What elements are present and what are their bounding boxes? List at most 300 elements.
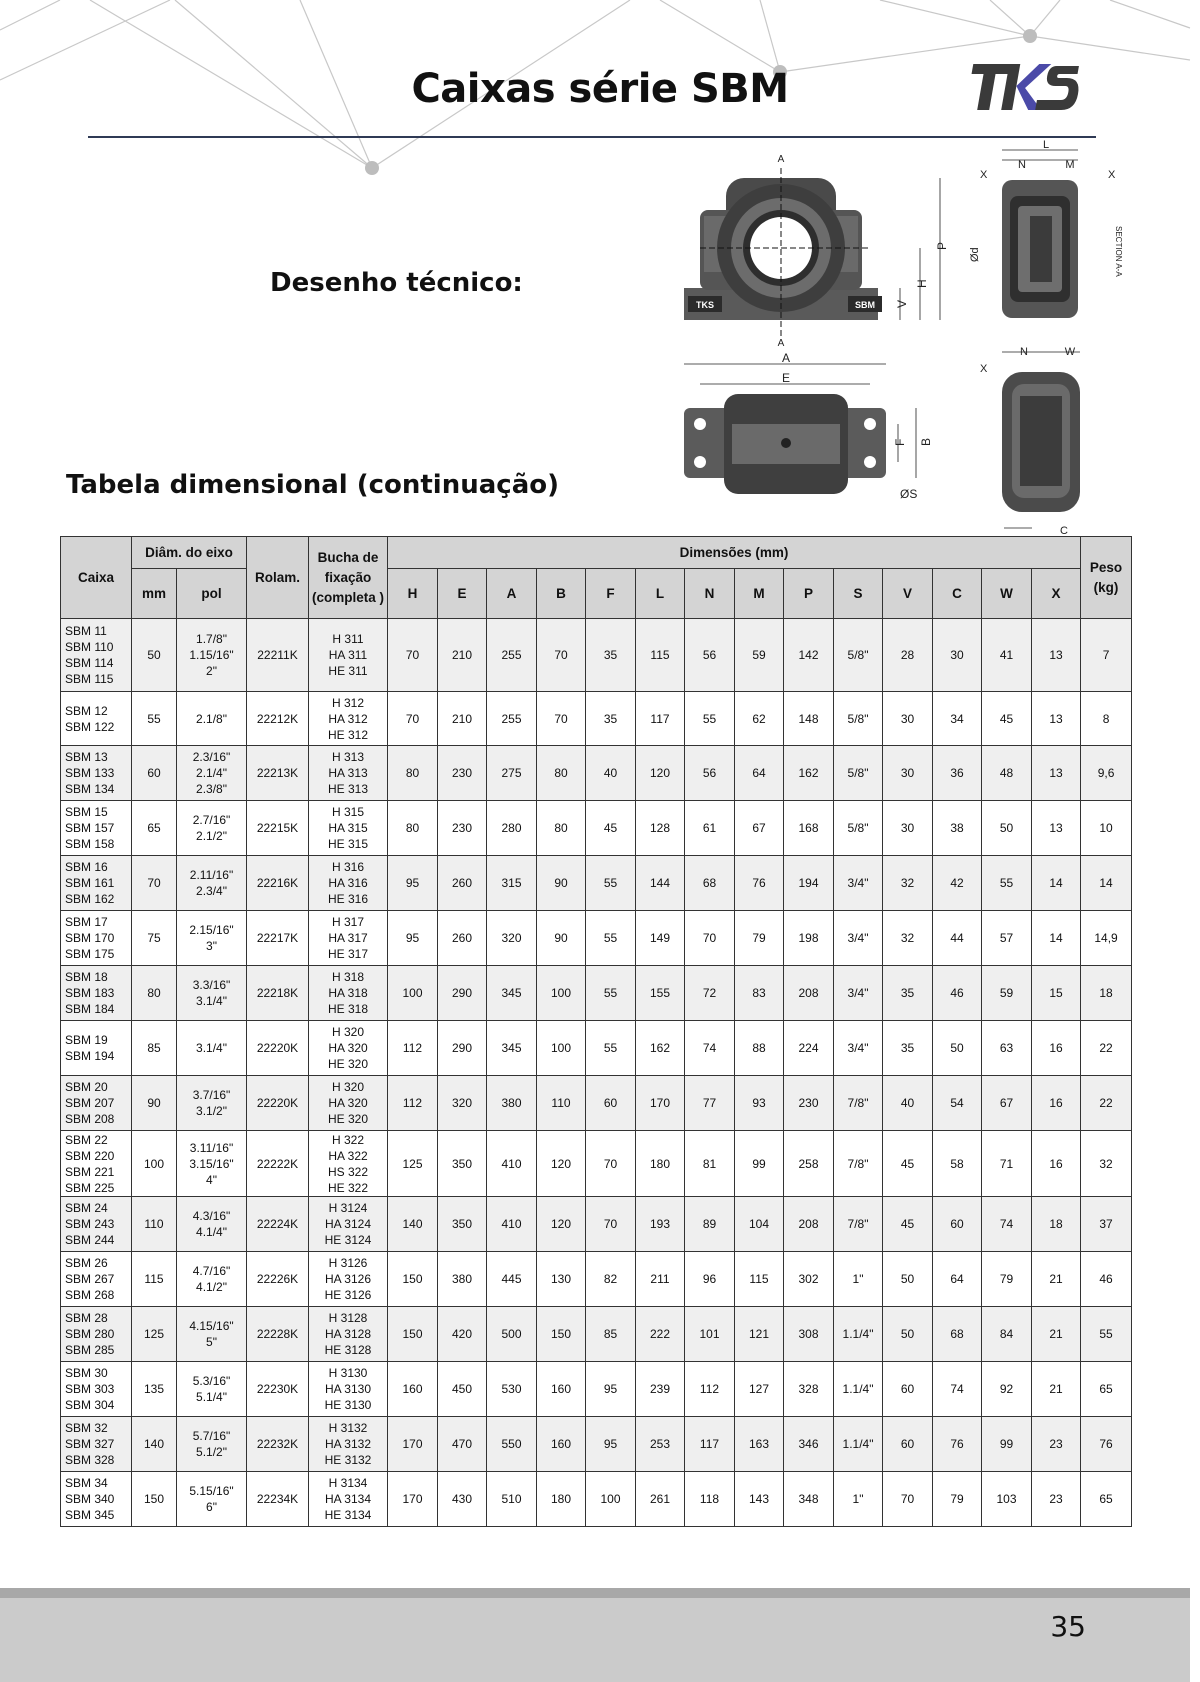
cell-dim-c: 58 (933, 1131, 982, 1197)
cell-dim-b: 100 (537, 966, 586, 1021)
cell-pol-line: 2.1/4" (196, 766, 227, 780)
cell-bucha-line: HA 311 (328, 648, 368, 662)
header-bucha: Bucha de fixação (completa ) (309, 537, 388, 619)
cell-dim-l: 115 (636, 619, 685, 692)
table-row (61, 692, 1132, 746)
cell-dim-n: 56 (685, 746, 735, 801)
cell-dim-s: 3/4" (834, 1021, 883, 1076)
cell-peso: 76 (1081, 1417, 1132, 1472)
cell-mm: 50 (132, 619, 177, 692)
cell-peso: 9,6 (1081, 746, 1132, 801)
cell-bucha-line: HA 312 (328, 711, 368, 726)
cell-peso: 7 (1081, 619, 1132, 692)
cell-caixa-line: SBM 26 (65, 1256, 108, 1270)
cell-dim-v: 32 (883, 856, 933, 911)
cell-dim-s: 1.1/4" (834, 1417, 883, 1472)
cell-pol (177, 801, 247, 856)
cell-dim-f: 45 (586, 801, 636, 856)
cell-dim-l: 162 (636, 1021, 685, 1076)
cell-pol-line: 2.1/2" (196, 829, 227, 843)
sbm-mark: SBM (855, 300, 875, 310)
cell-bucha-line: H 322 (331, 1132, 365, 1147)
cell-dim-l: 170 (636, 1076, 685, 1131)
cell-dim-c: 74 (933, 1362, 982, 1417)
cell-bucha (309, 1362, 388, 1417)
cell-dim-e: 290 (438, 966, 487, 1021)
cell-dim-s: 1.1/4" (834, 1362, 883, 1417)
cell-caixa (61, 1472, 132, 1527)
cell-dim-e: 230 (438, 746, 487, 801)
cell-mm: 70 (132, 856, 177, 911)
cell-pol-line: 4.1/4" (196, 1225, 227, 1239)
cell-bucha-line: HA 317 (328, 931, 368, 945)
cell-dim-m: 64 (735, 746, 784, 801)
cell-bucha (309, 746, 388, 801)
cell-dim-a: 445 (487, 1252, 537, 1307)
cell-dim-w: 71 (982, 1131, 1032, 1197)
cell-dim-e: 210 (438, 619, 487, 692)
cell-dim-f: 82 (586, 1252, 636, 1307)
table-row (61, 1362, 1132, 1417)
cell-dim-c: 79 (933, 1472, 982, 1527)
header-diam-group: Diâm. do eixo (132, 537, 247, 569)
cell-caixa (61, 1362, 132, 1417)
cell-pol-line: 3" (206, 939, 217, 953)
cell-dim-m: 88 (735, 1021, 784, 1076)
label-e: E (781, 371, 791, 385)
cell-bucha-line: HA 3126 (324, 1272, 372, 1286)
cell-rolam: 22215K (247, 801, 309, 856)
cell-pol (177, 911, 247, 966)
cell-dim-l: 120 (636, 746, 685, 801)
cell-dim-w: 55 (982, 856, 1032, 911)
cell-peso: 10 (1081, 801, 1132, 856)
cell-mm: 75 (132, 911, 177, 966)
cell-dim-l: 149 (636, 911, 685, 966)
cell-pol-line: 3.1/2" (196, 1104, 227, 1118)
label-x-right: X (1108, 169, 1116, 181)
cell-bucha-line: HE 320 (327, 1112, 369, 1126)
table-section-title: Tabela dimensional (continuação) (66, 470, 559, 500)
cell-dim-p: 224 (784, 1021, 834, 1076)
cell-bucha (309, 692, 388, 746)
cell-caixa-line: SBM 208 (65, 1112, 115, 1126)
cell-dim-w: 48 (982, 746, 1032, 801)
cell-bucha-line: HE 312 (327, 727, 369, 742)
cell-bucha-line: H 3126 (328, 1256, 368, 1270)
cell-dim-h: 112 (388, 1076, 438, 1131)
label-n: N (1018, 159, 1026, 171)
header-dim-s: S (834, 569, 883, 619)
cell-bucha-line: H 311 (332, 632, 364, 646)
cell-dim-a: 255 (487, 692, 537, 746)
cell-dim-a: 345 (487, 966, 537, 1021)
cell-bucha-line: HA 3134 (324, 1492, 372, 1506)
cell-bucha-line: H 320 (331, 1080, 365, 1094)
cell-dim-v: 32 (883, 911, 933, 966)
cell-dim-l: 261 (636, 1472, 685, 1527)
cell-caixa (61, 1131, 132, 1197)
cell-bucha-line: H 313 (331, 750, 365, 764)
cell-dim-f: 60 (586, 1076, 636, 1131)
cell-caixa (61, 1076, 132, 1131)
footer-stripe (0, 1588, 1190, 1598)
cell-dim-w: 92 (982, 1362, 1032, 1417)
cell-bucha-line: HA 318 (328, 986, 368, 1000)
cell-caixa-line: SBM 304 (65, 1398, 115, 1412)
cell-dim-x: 14 (1032, 911, 1081, 966)
table-body (61, 619, 1132, 1527)
cell-dim-m: 67 (735, 801, 784, 856)
cell-dim-f: 35 (586, 619, 636, 692)
cell-caixa-line: SBM 34 (65, 1476, 108, 1490)
cell-bucha-line: HA 320 (328, 1041, 368, 1055)
label-n-side: N (1020, 346, 1028, 358)
cell-dim-a: 530 (487, 1362, 537, 1417)
cell-dim-w: 79 (982, 1252, 1032, 1307)
cell-mm: 110 (132, 1197, 177, 1252)
cell-dim-h: 70 (388, 619, 438, 692)
table-row (61, 1307, 1132, 1362)
cell-dim-b: 90 (537, 911, 586, 966)
cell-dim-c: 46 (933, 966, 982, 1021)
cell-bucha-line: H 3134 (328, 1476, 368, 1490)
cell-dim-a: 500 (487, 1307, 537, 1362)
drawing-section-title: Desenho técnico: (270, 268, 523, 298)
cell-bucha (309, 1417, 388, 1472)
cell-dim-n: 55 (685, 692, 735, 746)
cell-dim-w: 50 (982, 801, 1032, 856)
cell-caixa-line: SBM 221 (65, 1164, 115, 1179)
cell-dim-x: 14 (1032, 856, 1081, 911)
header-dim-group: Dimensões (mm) (388, 537, 1081, 569)
cell-caixa-line: SBM 183 (65, 986, 115, 1000)
cell-dim-s: 5/8" (834, 801, 883, 856)
table-row (61, 619, 1132, 692)
cell-dim-l: 144 (636, 856, 685, 911)
cell-dim-m: 93 (735, 1076, 784, 1131)
cell-mm: 135 (132, 1362, 177, 1417)
cell-caixa-line: SBM 340 (65, 1492, 115, 1506)
header-mm: mm (132, 569, 177, 619)
cell-dim-n: 72 (685, 966, 735, 1021)
cell-pol (177, 619, 247, 692)
cell-dim-x: 13 (1032, 692, 1081, 746)
cell-dim-b: 150 (537, 1307, 586, 1362)
table-row (61, 911, 1132, 966)
cell-dim-b: 180 (537, 1472, 586, 1527)
cell-bucha (309, 1307, 388, 1362)
label-a-top: A (777, 154, 785, 165)
cell-dim-a: 345 (487, 1021, 537, 1076)
cell-dim-l: 222 (636, 1307, 685, 1362)
cell-caixa (61, 856, 132, 911)
label-a-bottom: A (777, 338, 785, 349)
cell-bucha-line: HE 3128 (324, 1343, 372, 1357)
cell-bucha-line: H 318 (331, 970, 365, 984)
cell-dim-f: 85 (586, 1307, 636, 1362)
cell-pol-line: 3.1/4" (196, 994, 227, 1008)
cell-dim-x: 23 (1032, 1417, 1081, 1472)
cell-bucha-line: HE 313 (327, 782, 369, 796)
cell-dim-l: 128 (636, 801, 685, 856)
cell-dim-p: 198 (784, 911, 834, 966)
section-view (969, 139, 1123, 318)
cell-bucha-line: HA 313 (328, 766, 368, 780)
cell-peso: 65 (1081, 1362, 1132, 1417)
cell-bucha-line: HE 3130 (324, 1398, 372, 1412)
cell-dim-p: 346 (784, 1417, 834, 1472)
cell-dim-s: 7/8" (834, 1076, 883, 1131)
cell-dim-e: 260 (438, 856, 487, 911)
cell-dim-w: 103 (982, 1472, 1032, 1527)
cell-dim-a: 510 (487, 1472, 537, 1527)
cell-pol-line: 5.7/16" (192, 1429, 231, 1443)
header-dim-e: E (438, 569, 487, 619)
cell-bucha-line: HS 322 (327, 1164, 369, 1179)
cell-rolam: 22218K (247, 966, 309, 1021)
cell-bucha-line: HA 315 (328, 821, 368, 835)
cell-bucha-line: H 3124 (328, 1201, 368, 1215)
cell-pol-line: 2.3/8" (196, 782, 227, 796)
cell-pol-line: 1.7/8" (196, 632, 227, 646)
cell-bucha-line: HA 3128 (324, 1327, 372, 1341)
cell-peso: 8 (1081, 692, 1132, 746)
label-x-left: X (980, 169, 988, 181)
cell-bucha (309, 1197, 388, 1252)
cell-pol-line: 3.15/16" (189, 1156, 234, 1171)
cell-caixa-line: SBM 161 (65, 876, 115, 890)
cell-bucha-line: HE 3132 (324, 1453, 372, 1467)
cell-dim-w: 84 (982, 1307, 1032, 1362)
cell-caixa-line: SBM 162 (65, 892, 115, 906)
cell-caixa-line: SBM 22 (65, 1132, 108, 1147)
cell-bucha-line: H 316 (331, 860, 365, 874)
cell-caixa-line: SBM 30 (65, 1366, 108, 1380)
cell-pol-line: 4" (206, 1172, 217, 1187)
cell-bucha-line: HE 318 (327, 1002, 369, 1016)
cell-pol-line: 4.3/16" (192, 1209, 231, 1223)
cell-caixa (61, 619, 132, 692)
cell-peso: 14 (1081, 856, 1132, 911)
cell-caixa-line: SBM 194 (65, 1049, 115, 1063)
cell-dim-b: 80 (537, 801, 586, 856)
cell-caixa-line: SBM 158 (65, 837, 115, 851)
cell-dim-h: 70 (388, 692, 438, 746)
cell-mm: 115 (132, 1252, 177, 1307)
table-row (61, 1076, 1132, 1131)
cell-bucha-line: HA 3130 (324, 1382, 372, 1396)
cell-dim-f: 35 (586, 692, 636, 746)
cell-pol-line: 2.7/16" (192, 813, 231, 827)
cell-dim-v: 35 (883, 966, 933, 1021)
cell-mm: 100 (132, 1131, 177, 1197)
cell-dim-m: 62 (735, 692, 784, 746)
front-view (684, 154, 949, 349)
cell-pol (177, 692, 247, 746)
header-dim-m: M (735, 569, 784, 619)
footer-bar (0, 1598, 1190, 1682)
cell-dim-b: 90 (537, 856, 586, 911)
cell-dim-s: 5/8" (834, 692, 883, 746)
header-pol: pol (177, 569, 247, 619)
cell-dim-e: 320 (438, 1076, 487, 1131)
cell-dim-x: 21 (1032, 1307, 1081, 1362)
cell-dim-h: 95 (388, 856, 438, 911)
cell-dim-e: 420 (438, 1307, 487, 1362)
cell-dim-b: 70 (537, 692, 586, 746)
cell-dim-s: 5/8" (834, 746, 883, 801)
header-dim-v: V (883, 569, 933, 619)
label-a: A (781, 351, 791, 365)
cell-pol (177, 1252, 247, 1307)
cell-dim-a: 410 (487, 1197, 537, 1252)
cell-peso: 22 (1081, 1021, 1132, 1076)
cell-dim-w: 41 (982, 619, 1032, 692)
cell-dim-b: 130 (537, 1252, 586, 1307)
header-dim-x: X (1032, 569, 1081, 619)
page-number: 35 (1050, 1610, 1086, 1643)
cell-rolam: 22230K (247, 1362, 309, 1417)
cell-bucha-line: H 312 (331, 695, 365, 710)
cell-dim-f: 70 (586, 1131, 636, 1197)
cell-dim-p: 230 (784, 1076, 834, 1131)
cell-rolam: 22234K (247, 1472, 309, 1527)
cell-bucha-line: HE 322 (327, 1180, 369, 1195)
cell-caixa (61, 1197, 132, 1252)
cell-mm: 60 (132, 746, 177, 801)
cell-dim-c: 76 (933, 1417, 982, 1472)
cell-peso: 14,9 (1081, 911, 1132, 966)
cell-dim-a: 315 (487, 856, 537, 911)
cell-dim-n: 112 (685, 1362, 735, 1417)
cell-mm: 65 (132, 801, 177, 856)
cell-dim-b: 100 (537, 1021, 586, 1076)
cell-dim-h: 125 (388, 1131, 438, 1197)
cell-caixa-line: SBM 268 (65, 1288, 115, 1302)
header-dim-p: P (784, 569, 834, 619)
cell-bucha-line: HA 316 (328, 876, 368, 890)
cell-caixa (61, 801, 132, 856)
cell-peso: 55 (1081, 1307, 1132, 1362)
cell-dim-x: 21 (1032, 1252, 1081, 1307)
cell-dim-m: 59 (735, 619, 784, 692)
cell-dim-v: 30 (883, 746, 933, 801)
cell-dim-h: 95 (388, 911, 438, 966)
cell-bucha-line: HA 3124 (324, 1217, 372, 1231)
cell-dim-m: 104 (735, 1197, 784, 1252)
cell-dim-f: 70 (586, 1197, 636, 1252)
cell-caixa-line: SBM 32 (65, 1421, 108, 1435)
cell-caixa (61, 746, 132, 801)
cell-pol-line: 5.15/16" (189, 1484, 234, 1498)
cell-caixa-line: SBM 20 (65, 1080, 108, 1094)
cell-bucha-line: H 3130 (328, 1366, 368, 1380)
cell-dim-s: 3/4" (834, 966, 883, 1021)
cell-pol-line: 2.3/4" (196, 884, 227, 898)
cell-dim-x: 13 (1032, 801, 1081, 856)
top-view (684, 351, 933, 501)
table-row (61, 1197, 1132, 1252)
label-d: Ød (969, 247, 981, 262)
header-dim-b: B (537, 569, 586, 619)
cell-dim-c: 36 (933, 746, 982, 801)
cell-dim-w: 45 (982, 692, 1032, 746)
cell-dim-n: 77 (685, 1076, 735, 1131)
cell-dim-b: 70 (537, 619, 586, 692)
header-dim-c: C (933, 569, 982, 619)
cell-dim-x: 13 (1032, 619, 1081, 692)
cell-dim-e: 380 (438, 1252, 487, 1307)
cell-rolam: 22211K (247, 619, 309, 692)
cell-dim-w: 63 (982, 1021, 1032, 1076)
cell-dim-a: 550 (487, 1417, 537, 1472)
cell-dim-v: 30 (883, 801, 933, 856)
cell-dim-h: 160 (388, 1362, 438, 1417)
cell-dim-m: 76 (735, 856, 784, 911)
cell-pol (177, 1131, 247, 1197)
cell-bucha-line: HA 3132 (324, 1437, 372, 1451)
cell-bucha-line: HE 316 (327, 892, 369, 906)
cell-caixa-line: SBM 280 (65, 1327, 115, 1341)
cell-dim-v: 60 (883, 1417, 933, 1472)
header-dim-a: A (487, 569, 537, 619)
cell-dim-a: 410 (487, 1131, 537, 1197)
cell-caixa-line: SBM 328 (65, 1453, 115, 1467)
cell-dim-p: 168 (784, 801, 834, 856)
cell-bucha (309, 966, 388, 1021)
cell-pol-line: 4.7/16" (192, 1264, 231, 1278)
table-row (61, 1252, 1132, 1307)
cell-caixa-line: SBM 24 (65, 1201, 108, 1215)
cell-dim-s: 5/8" (834, 619, 883, 692)
cell-dim-h: 140 (388, 1197, 438, 1252)
cell-dim-n: 96 (685, 1252, 735, 1307)
cell-caixa (61, 1021, 132, 1076)
cell-dim-v: 70 (883, 1472, 933, 1527)
cell-dim-n: 81 (685, 1131, 735, 1197)
cell-pol (177, 1076, 247, 1131)
cell-dim-l: 211 (636, 1252, 685, 1307)
cell-caixa (61, 1417, 132, 1472)
cell-bucha-line: HE 3124 (324, 1233, 372, 1247)
cell-dim-f: 95 (586, 1362, 636, 1417)
cell-dim-n: 74 (685, 1021, 735, 1076)
cell-pol-line: 5.3/16" (192, 1374, 231, 1388)
cell-pol-line: 2.1/8" (196, 711, 227, 726)
cell-mm: 55 (132, 692, 177, 746)
cell-rolam: 22228K (247, 1307, 309, 1362)
cell-dim-c: 60 (933, 1197, 982, 1252)
cell-dim-v: 40 (883, 1076, 933, 1131)
cell-rolam: 22232K (247, 1417, 309, 1472)
label-section: SECTION A-A (1114, 226, 1123, 277)
cell-dim-h: 100 (388, 966, 438, 1021)
cell-bucha (309, 1472, 388, 1527)
cell-peso: 18 (1081, 966, 1132, 1021)
cell-dim-b: 110 (537, 1076, 586, 1131)
label-v: V (895, 299, 909, 308)
cell-dim-v: 45 (883, 1131, 933, 1197)
cell-dim-m: 127 (735, 1362, 784, 1417)
cell-dim-h: 80 (388, 746, 438, 801)
cell-caixa-line: SBM 175 (65, 947, 115, 961)
label-m: M (1065, 159, 1075, 171)
cell-dim-n: 56 (685, 619, 735, 692)
cell-dim-a: 320 (487, 911, 537, 966)
cell-dim-w: 74 (982, 1197, 1032, 1252)
cell-caixa (61, 692, 132, 746)
